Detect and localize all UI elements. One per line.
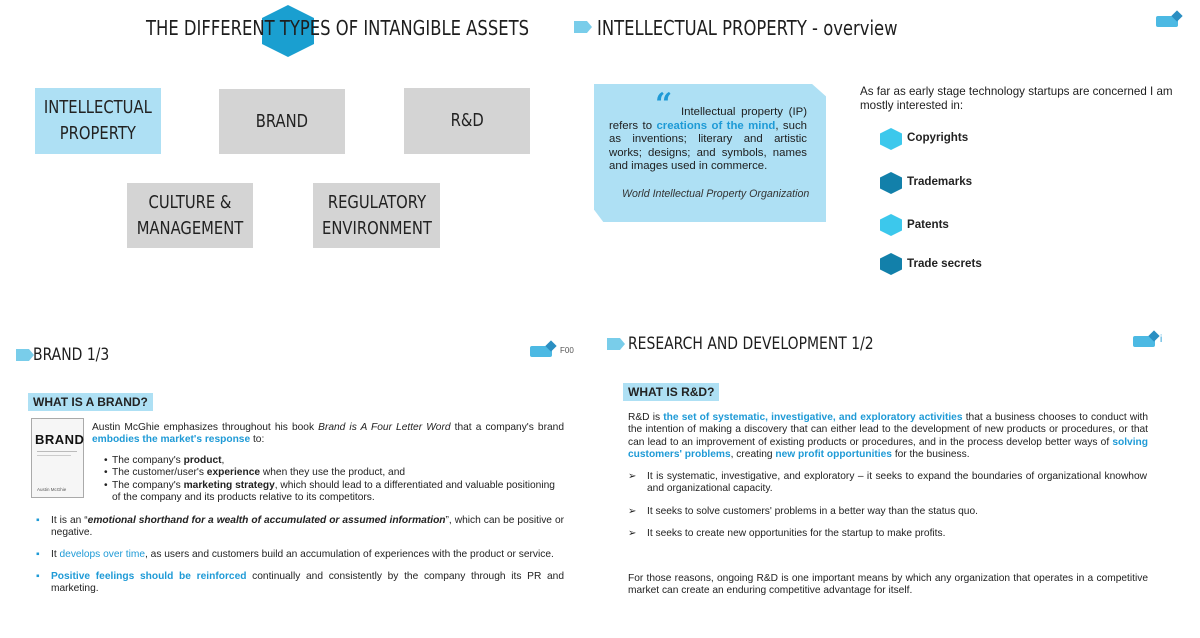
- box-brand: BRAND: [219, 89, 345, 154]
- title-marker-icon: [16, 349, 34, 361]
- list-item: • The company's product,: [104, 455, 225, 466]
- ip-intro-text: As far as early stage technology startups are concerned I am mostly interested in:: [860, 85, 1173, 112]
- ip-item-trademarks: Trademarks: [907, 175, 973, 188]
- slide4-title: RESEARCH AND DEVELOPMENT 1/2: [628, 334, 874, 354]
- brand-bullet-2: ▪ It develops over time, as users and customers build an accumulation of experiences with the product or service.: [36, 549, 554, 560]
- box-rnd: R&D: [404, 88, 530, 154]
- book-cover: [31, 418, 84, 498]
- brand-intro: Austin McGhie emphasizes throughout his book Brand is A Four Letter Word that a company's brand embodies the market's response to:: [92, 422, 564, 446]
- rnd-conclusion: For those reasons, ongoing R&D is one important means by which any organization that operates in a competitive market can create an enduring competitive advantage for itself.: [628, 573, 1148, 597]
- slide4-logo-text: i: [1160, 334, 1163, 345]
- brand-bullet-1: ▪ It is an “emotional shorthand for a wealth of accumulated or assumed information”, which can be positive or negative.: [36, 515, 565, 539]
- quote-mark-icon: “: [655, 87, 673, 122]
- brand-sub-list: [104, 455, 564, 504]
- book-author: Austin McGhie: [37, 487, 67, 492]
- section-heading-rnd: WHAT IS R&D?: [623, 383, 719, 401]
- slide2-title: INTELLECTUAL PROPERTY - overview: [597, 16, 898, 40]
- patents-hexagon-icon: [880, 214, 902, 236]
- title-marker-icon: [574, 21, 592, 33]
- ip-item-copyrights: Copyrights: [907, 131, 969, 144]
- rnd-bullet-1: ➢ It is systematic, investigative, and exploratory – it seeks to expand the boundaries of organizational knowhow and organizational capacity.: [628, 471, 1147, 495]
- copyrights-hexagon-icon: [880, 128, 902, 150]
- list-item: • The customer/user's experience when they use the product, and: [104, 467, 406, 479]
- slide3-logo-text: F00: [560, 346, 574, 355]
- trade-secrets-hexagon-icon: [880, 253, 902, 275]
- brand-logo-icon: [530, 346, 552, 357]
- rnd-definition: R&D is the set of systematic, investigative, and exploratory activities that a business chooses to conduct with the intention of making a discovery that can either lead to the development of new products or procedures, or that can lead to an improvement of existing products or procedures, and in the process develop better ways of solving customers' problems, creating new profit opportunities for the business.: [628, 412, 1148, 460]
- box-intellectual-property: INTELLECTUAL PROPERTY: [35, 88, 161, 154]
- box-regulatory-environment: REGULATORY ENVIRONMENT: [313, 183, 440, 248]
- box-culture-management: CULTURE & MANAGEMENT: [127, 183, 253, 248]
- rnd-bullet-3: ➢ It seeks to create new opportunities for the startup to make profits.: [628, 528, 946, 539]
- slide3-title: BRAND 1/3: [33, 345, 110, 365]
- rnd-bullet-2: ➢ It seeks to solve customers' problems in a better way than the status quo.: [628, 506, 978, 517]
- brand-logo-icon: [1156, 16, 1178, 27]
- quote-source: World Intellectual Property Organization: [622, 188, 810, 200]
- slide1-title: THE DIFFERENT TYPES OF INTANGIBLE ASSETS: [146, 16, 530, 40]
- ip-item-patents: Patents: [907, 218, 949, 231]
- brand-bullet-3: ▪ Positive feelings should be reinforced continually and consistently by the company through its PR and marketing.: [36, 571, 564, 595]
- title-marker-icon: [607, 338, 625, 350]
- trademarks-hexagon-icon: [880, 172, 902, 194]
- quote-text: Intellectual property (IP) refers to creations of the mind, such as inventions; literary and artistic works; designs; and symbols, names and images used in commerce.: [609, 106, 807, 173]
- list-item: • The company's marketing strategy, which should lead to a differentiated and valuable positioning of the company and its products relative to its competitors.: [104, 479, 555, 503]
- ip-item-trade-secrets: Trade secrets: [907, 257, 982, 270]
- book-title: BRAND: [35, 432, 85, 447]
- brand-logo-icon: [1133, 336, 1155, 347]
- section-heading-brand: WHAT IS A BRAND?: [28, 393, 153, 411]
